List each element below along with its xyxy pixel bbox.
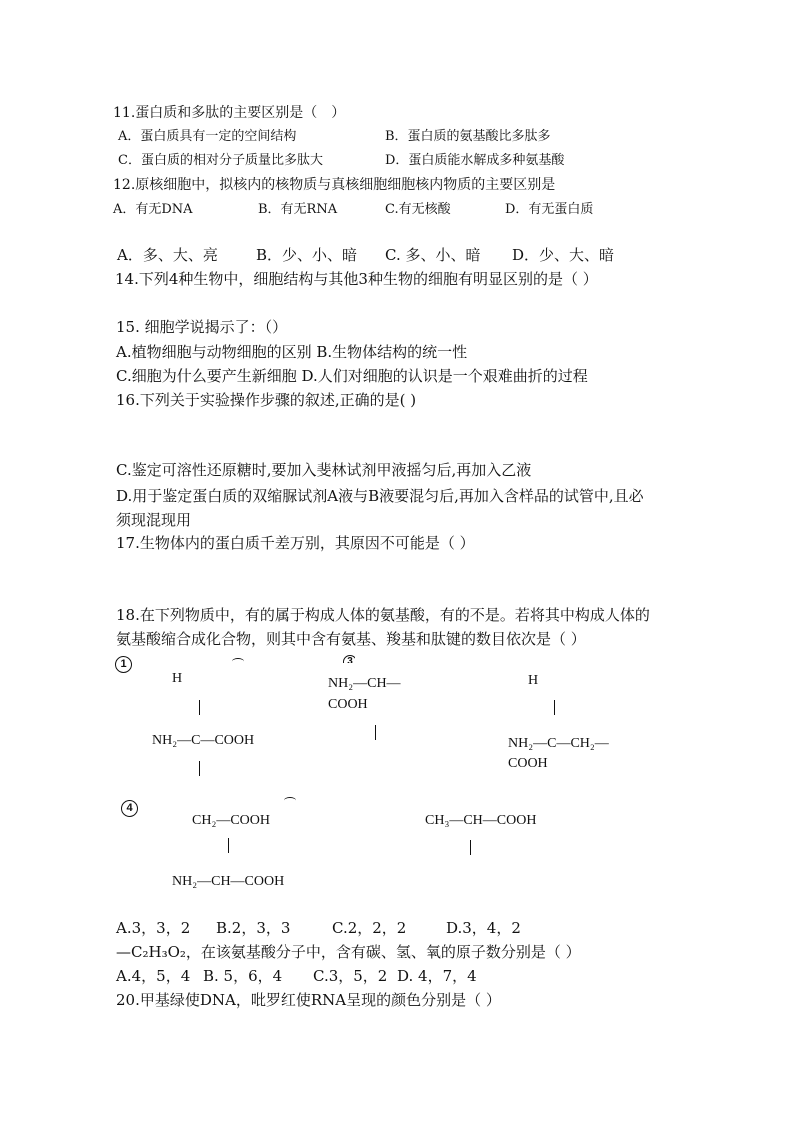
molecule-4-bond (228, 838, 229, 853)
q12-option-b: B．有无RNA (258, 202, 338, 217)
q13-option-d: D．少、大、暗 (512, 246, 615, 264)
molecule-5-carboxyl: COOH (508, 756, 548, 771)
molecule-4-side-chain: CH₂—COOH (192, 813, 270, 828)
q11-option-b: B．蛋白质的氨基酸比多肽多 (385, 129, 551, 144)
molecule-3-formula: NH₂—CH— (328, 676, 401, 691)
q15-options-cd: C.细胞为什么要产生新细胞 D.人们对细胞的认识是一个艰难曲折的过程 (116, 367, 588, 385)
molecule-5-hydrogen: H (528, 673, 539, 688)
q15-stem: 15. 细胞学说揭示了：（） (116, 318, 288, 336)
molecule-3-number (343, 655, 355, 663)
q19-option-c: C.3，5，2 (313, 967, 388, 985)
molecule-1-formula: NH₂—C—COOH (152, 733, 255, 748)
molecule-1-bond-bottom (199, 761, 200, 776)
q19-option-d: D. 4，7，4 (397, 967, 477, 985)
molecule-6-formula: CH₃—CH—COOH (425, 813, 537, 828)
q15-options-ab: A.植物细胞与动物细胞的区别 B.生物体结构的统一性 (116, 343, 468, 361)
q11-stem: 11.蛋白质和多肽的主要区别是（ ） (113, 105, 346, 121)
q12-option-c: C.有无核酸 (385, 202, 451, 217)
molecule-4-formula: NH₂—CH—COOH (172, 874, 285, 889)
q12-option-a: A．有无DNA (113, 202, 193, 217)
molecule-1-bond-top (199, 700, 200, 715)
q18-option-a: A.3，3，2 (116, 919, 191, 937)
molecule-5-bond-top (554, 700, 555, 715)
q19-stem: —C₂H₃O₂，在该氨基酸分子中，含有碳、氢、氧的原子数分别是（ ） (116, 943, 581, 961)
q16-option-c: C.鉴定可溶性还原糖时,要加入斐林试剂甲液摇匀后,再加入乙液 (116, 461, 532, 479)
q11-option-d: D．蛋白质能水解成多种氨基酸 (385, 153, 565, 168)
molecule-5-number-fragment (284, 797, 296, 804)
q20-stem: 20.甲基绿使DNA，吡罗红使RNA呈现的颜色分别是（ ） (116, 991, 501, 1009)
q11-option-a: A．蛋白质具有一定的空间结构 (118, 129, 297, 144)
q11-option-c: C．蛋白质的相对分子质量比多肽大 (118, 153, 323, 168)
q18-option-c: C.2，2，2 (332, 919, 407, 937)
molecule-1-hydrogen: H (172, 671, 183, 686)
q12-stem: 12.原核细胞中，拟核内的核物质与真核细胞细胞核内物质的主要区别是 (113, 177, 556, 193)
q16-option-d-line1: D.用于鉴定蛋白质的双缩脲试剂A液与B液要混匀后,再加入含样品的试管中,且必 (116, 487, 644, 505)
q18-option-d: D.3，4，2 (446, 919, 521, 937)
q13-option-b: B．少、小、暗 (256, 246, 358, 264)
molecule-1-number: 1 (115, 656, 132, 673)
q12-option-d: D．有无蛋白质 (505, 202, 594, 217)
molecule-2-number-fragment (232, 658, 244, 665)
molecule-4-number: 4 (121, 800, 138, 817)
q18-option-b: B.2，3，3 (216, 919, 291, 937)
q13-option-a: A．多、大、亮 (117, 246, 218, 264)
q17-stem: 17.生物体内的蛋白质千差万别，其原因不可能是（ ） (116, 534, 475, 552)
molecule-3-bond (375, 725, 376, 740)
q19-option-a: A.4，5，4 (116, 967, 191, 985)
q19-option-b: B. 5，6，4 (203, 967, 283, 985)
molecule-3-carboxyl: COOH (328, 697, 368, 712)
q16-stem: 16.下列关于实验操作步骤的叙述,正确的是( ) (116, 391, 417, 409)
q18-stem-line1: 18.在下列物质中，有的属于构成人体的氨基酸，有的不是。若将其中构成人体的 (116, 606, 650, 624)
q16-option-d-line2: 须现混现用 (116, 511, 192, 529)
molecule-5-formula: NH₂—C—CH₂— (508, 736, 609, 751)
molecule-6-bond (470, 840, 471, 855)
q14-stem: 14.下列4种生物中，细胞结构与其他3种生物的细胞有明显区别的是（ ） (115, 270, 598, 288)
q13-option-c: C. 多、小、暗 (385, 246, 481, 264)
q18-stem-line2: 氨基酸缩合成化合物，则其中含有氨基、羧基和肽键的数目依次是（ ） (116, 630, 586, 648)
molecule-3-number-text: 3 (343, 655, 355, 663)
